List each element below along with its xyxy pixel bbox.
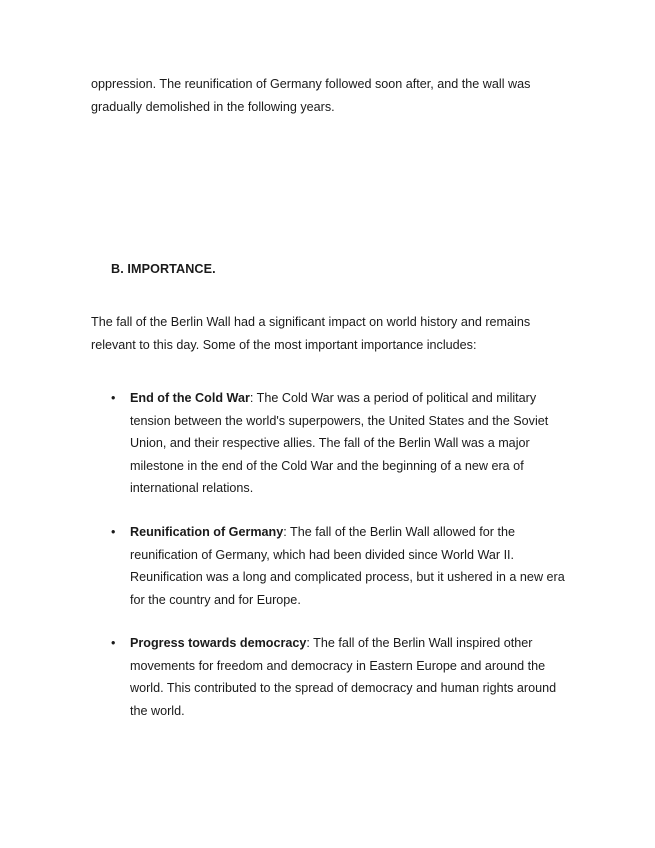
list-item-term: Reunification of Germany	[130, 525, 284, 539]
list-item-text	[130, 521, 566, 611]
bullet-icon: •	[111, 525, 116, 539]
section-heading: B. IMPORTANCE.	[111, 262, 216, 276]
intro-paragraph: oppression. The reunification of Germany followed soon after, and the wall was gradually demolished in the following years.	[91, 77, 531, 114]
list-item-term: End of the Cold War	[130, 391, 250, 405]
list-item-description: : The Cold War was a period of political and military tension between the world's superpowers, the United States and the Soviet Union, and their respective allies. The fall of the Berlin Wall was a major milestone in the end of the Cold War and the beginning of a new era of international relations.	[130, 391, 549, 495]
list-item-text	[130, 632, 566, 722]
bullet-icon: •	[111, 636, 116, 650]
list-item-description: : The fall of the Berlin Wall allowed for the reunification of Germany, which had been divided since World War II. Reunification was a long and complicated process, but it ushered in a new era for the country and for Europe.	[130, 525, 565, 607]
importance-paragraph: The fall of the Berlin Wall had a significant impact on world history and remains relevant to this day. Some of the most important importance includes:	[91, 315, 531, 352]
bullet-icon: •	[111, 391, 116, 405]
list-item-description: : The fall of the Berlin Wall inspired other movements for freedom and democracy in Eastern Europe and around the world. This contributed to the spread of democracy and human rights around the world.	[130, 636, 557, 718]
list-item-text	[130, 387, 566, 500]
list-item-term: Progress towards democracy	[130, 636, 307, 650]
